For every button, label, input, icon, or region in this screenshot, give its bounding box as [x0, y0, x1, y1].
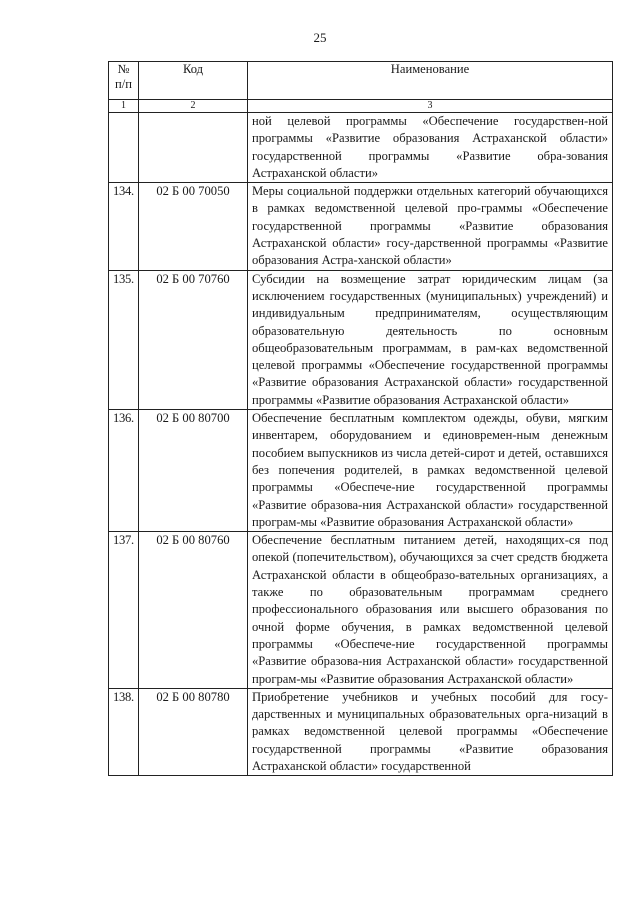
row-code: 02 Б 00 80700 [139, 410, 248, 532]
row-name: Субсидии на возмещение затрат юридическим лицам (за исключением государственных (муниципальных) учреждений) и индивидуальным предпринимателям, осуществляющим образовательную деятельность по основным общеобразовательным программам, в рам-ках ведомственной целевой программы «Обеспечение государственной программы «Развитие образования Астраханской области» государственной программы «Развитие образования Астраханской области» [248, 270, 613, 409]
column-index-row [109, 100, 613, 113]
budget-code-table [108, 61, 613, 776]
header-code-label: Код [182, 62, 204, 76]
header-name-label: Наименование [390, 62, 470, 76]
table-row [109, 532, 613, 689]
table-row [109, 270, 613, 409]
row-code: 02 Б 00 70760 [139, 270, 248, 409]
row-code: 02 Б 00 70050 [139, 183, 248, 270]
table-header-row [109, 62, 613, 100]
row-number: 138. [109, 688, 139, 775]
column-index-1: 1 [109, 100, 139, 113]
row-name: ной целевой программы «Обеспечение государствен-ной программы «Развитие образования Астраханской области» государственной программы «Развитие обра-зования Астраханской области» [248, 113, 613, 183]
table-row [109, 688, 613, 775]
row-code: 02 Б 00 80760 [139, 532, 248, 689]
header-name [248, 62, 613, 100]
row-number: 137. [109, 532, 139, 689]
header-num-label: № п/п [115, 62, 132, 91]
header-code [139, 62, 248, 100]
row-name: Меры социальной поддержки отдельных категорий обучающихся в рамках ведомственной целевой про-граммы «Обеспечение государственной программы «Развитие образования Астраханской области» госу-дарственной программы «Развитие образования Астра-ханской области» [248, 183, 613, 270]
table-row [109, 113, 613, 183]
row-name: Обеспечение бесплатным комплектом одежды, обуви, мягким инвентарем, оборудованием и единовремен-ным денежным пособием выпускников из числа детей-сирот и детей, оставшихся без попечения родителей, в рамках ведомственной целевой программы «Обеспече-ние государственной программы «Развитие образова-ния Астраханской области» государственной програм-мы «Развитие образования Астраханской области» [248, 410, 613, 532]
row-name: Обеспечение бесплатным питанием детей, находящих-ся под опекой (попечительством), обучающихся за счет средств бюджета Астраханской области в общеобразо-вательных организациях, а также по образовательным программам среднего профессионального образования или высшего образования по очной форме обучения, в рамках ведомственной целевой программы «Обеспече-ние государственной программы «Развитие образова-ния Астраханской области» государственной програм-мы «Развитие образования Астраханской области» [248, 532, 613, 689]
row-code [139, 113, 248, 183]
page-number: 25 [313, 30, 327, 45]
row-name: Приобретение учебников и учебных пособий для госу-дарственных и муниципальных образовательных орга-низаций в рамках ведомственной целевой программы «Обеспечение государственной программы «Развитие образования Астраханской области» государственной [248, 688, 613, 775]
column-index-2: 2 [139, 100, 248, 113]
table-row [109, 410, 613, 532]
row-number: 134. [109, 183, 139, 270]
row-number: 135. [109, 270, 139, 409]
row-number: 136. [109, 410, 139, 532]
column-index-3: 3 [248, 100, 613, 113]
row-number [109, 113, 139, 183]
row-code: 02 Б 00 80780 [139, 688, 248, 775]
table-row [109, 183, 613, 270]
header-num [109, 62, 139, 100]
